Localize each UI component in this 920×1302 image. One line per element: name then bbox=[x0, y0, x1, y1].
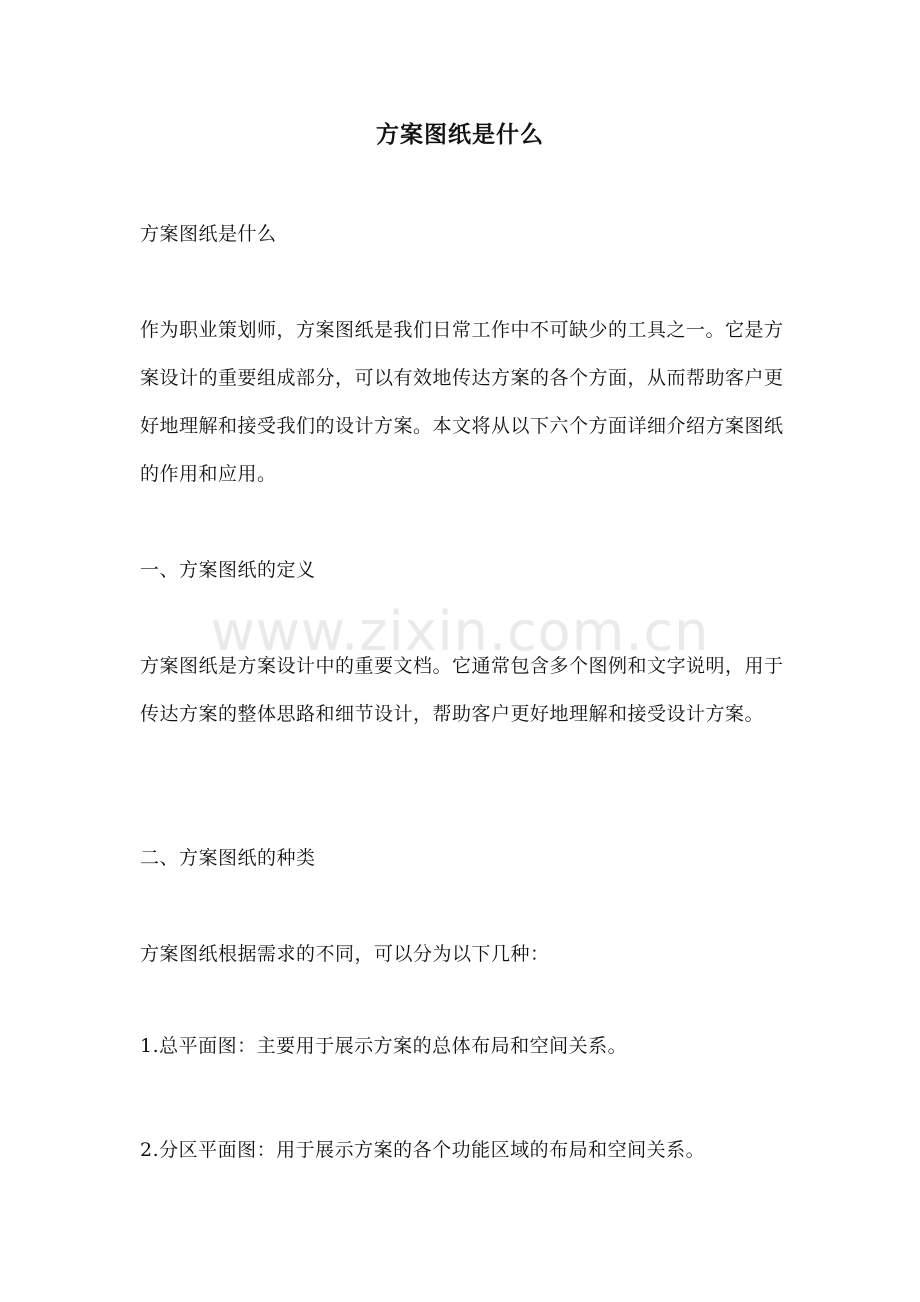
section1-body: 方案图纸是方案设计中的重要文档。它通常包含多个图例和文字说明，用于传达方案的整体思路和细节设计，帮助客户更好地理解和接受设计方案。 bbox=[140, 655, 784, 725]
document-subtitle: 方案图纸是什么 bbox=[140, 223, 277, 245]
section1-heading: 一、方案图纸的定义 bbox=[140, 559, 316, 581]
list-item-1: 1.总平面图：主要用于展示方案的总体布局和空间关系。 bbox=[140, 1035, 628, 1057]
intro-paragraph: 作为职业策划师，方案图纸是我们日常工作中不可缺少的工具之一。它是方案设计的重要组成部分，可以有效地传达方案的各个方面，从而帮助客户更好地理解和接受我们的设计方案。本文将从以下六个方面详细介绍方案图纸的作用和应用。 bbox=[140, 319, 784, 485]
section2-heading: 二、方案图纸的种类 bbox=[140, 847, 316, 869]
list-item-2: 2.分区平面图：用于展示方案的各个功能区域的布局和空间关系。 bbox=[140, 1139, 706, 1161]
section2-body: 方案图纸根据需求的不同，可以分为以下几种： bbox=[140, 943, 550, 965]
document-title: 方案图纸是什么 bbox=[376, 121, 544, 148]
watermark: www.zixin.com.cn bbox=[210, 600, 710, 663]
